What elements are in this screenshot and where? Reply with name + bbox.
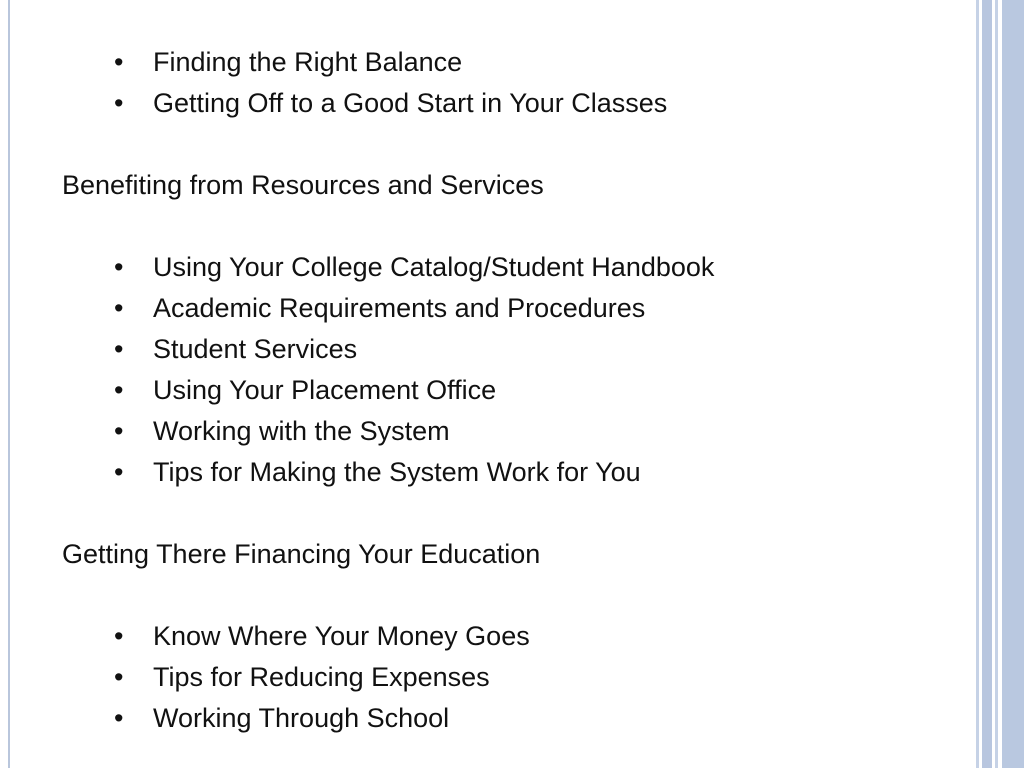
stripe (982, 0, 992, 768)
slide-body (62, 42, 942, 739)
list-item (62, 411, 942, 452)
list-item (62, 83, 942, 124)
bullet-icon: • (114, 621, 124, 651)
stripe (976, 0, 979, 768)
list-item (62, 42, 942, 83)
stripe (1002, 0, 1024, 768)
list-item-text: Working with the System (153, 416, 450, 446)
list-item-text: Academic Requirements and Procedures (153, 293, 646, 323)
list-item (62, 370, 942, 411)
list-item-text: Tips for Making the System Work for You (153, 457, 641, 487)
right-decorative-stripes (976, 0, 1024, 768)
left-border-line (8, 0, 10, 768)
list-item-text: Working Through School (153, 703, 450, 733)
list-item-text: Student Services (153, 334, 358, 364)
bullet-icon: • (114, 662, 124, 692)
list-item (62, 698, 942, 739)
section-heading: Getting There Financing Your Education (62, 539, 541, 569)
bullet-icon: • (114, 375, 124, 405)
list-item (62, 288, 942, 329)
bullet-list (62, 616, 942, 739)
spacer (62, 575, 942, 616)
bullet-icon: • (114, 293, 124, 323)
bullet-list (62, 247, 942, 493)
list-item-text: Using Your College Catalog/Student Handbook (153, 252, 715, 282)
spacer (62, 206, 942, 247)
bullet-list (62, 42, 942, 124)
bullet-icon: • (114, 252, 124, 282)
list-item-text: Finding the Right Balance (153, 47, 463, 77)
bullet-icon: • (114, 703, 124, 733)
list-item (62, 616, 942, 657)
list-item (62, 247, 942, 288)
spacer (62, 124, 942, 165)
bullet-icon: • (114, 334, 124, 364)
spacer (62, 493, 942, 534)
list-item-text: Using Your Placement Office (153, 375, 497, 405)
bullet-icon: • (114, 416, 124, 446)
list-item-text: Getting Off to a Good Start in Your Classes (153, 88, 668, 118)
section-heading: Benefiting from Resources and Services (62, 170, 544, 200)
list-item (62, 329, 942, 370)
stripe (995, 0, 998, 768)
bullet-icon: • (114, 457, 124, 487)
bullet-icon: • (114, 88, 124, 118)
list-item (62, 452, 942, 493)
bullet-icon: • (114, 47, 124, 77)
list-item-text: Tips for Reducing Expenses (153, 662, 490, 692)
list-item (62, 657, 942, 698)
list-item-text: Know Where Your Money Goes (153, 621, 530, 651)
